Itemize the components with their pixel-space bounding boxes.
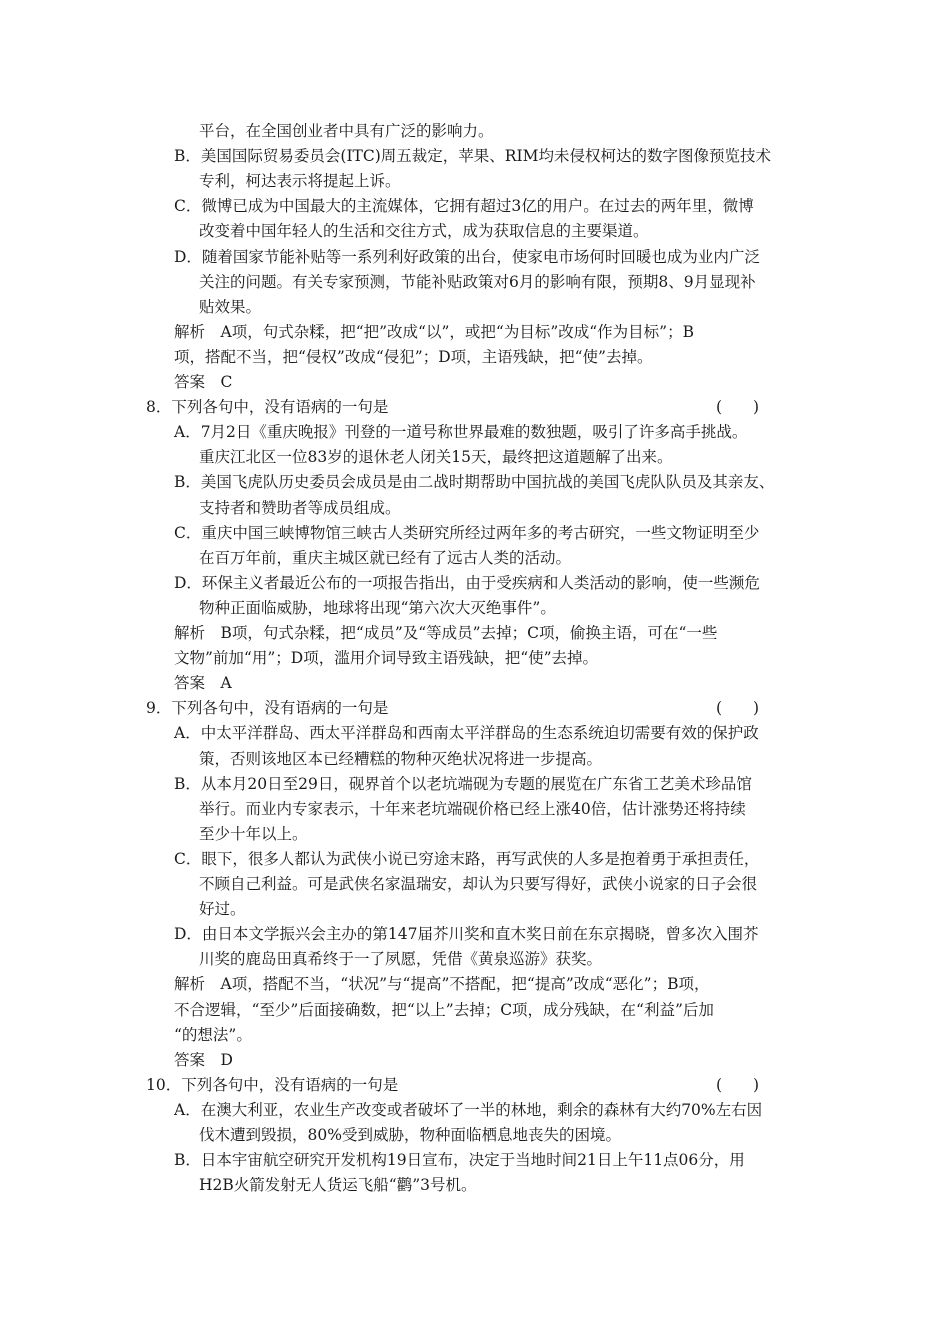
text-line: “的想法”。	[174, 1026, 252, 1044]
text-line: 好过。	[199, 900, 246, 918]
text-line: 文物”前加“用”；D项，滥用介词导致主语残缺，把“使”去掉。	[174, 649, 599, 667]
answer-blank: ( )	[716, 699, 760, 717]
text-line: 答案 C	[174, 373, 233, 391]
answer-blank: ( )	[716, 1076, 760, 1094]
text-line: 平台，在全国创业者中具有广泛的影响力。	[199, 122, 494, 140]
text-line: 项，搭配不当，把“侵权”改成“侵犯”；D项，主语残缺，把“使”去掉。	[174, 348, 653, 366]
text-line: 物种正面临威胁，地球将出现“第六次大灭绝事件”。	[199, 599, 556, 617]
text-line: B．美国国际贸易委员会(ITC)周五裁定，苹果、RIM均未侵权柯达的数字图像预览技术	[174, 147, 771, 165]
text-line: D．环保主义者最近公布的一项报告指出，由于受疾病和人类活动的影响，使一些濒危	[174, 574, 760, 592]
text-line: A．在澳大利亚，农业生产改变或者破坏了一半的林地，剩余的森林有大约70%左右因	[174, 1101, 763, 1119]
answer-blank: ( )	[716, 398, 760, 416]
text-line: B．从本月20日至29日，砚界首个以老坑端砚为专题的展览在广东省工艺美术珍品馆	[174, 775, 752, 793]
text-line: D．由日本文学振兴会主办的第147届芥川奖和直木奖日前在东京揭晓，曾多次入围芥	[174, 925, 759, 943]
text-line: C．重庆中国三峡博物馆三峡古人类研究所经过两年多的考古研究，一些文物证明至少	[174, 524, 760, 542]
question-stem: 10．下列各句中，没有语病的一句是	[146, 1076, 399, 1094]
text-line: B．日本宇宙航空研究开发机构19日宣布，决定于当地时间21日上午11点06分，用	[174, 1151, 745, 1169]
text-line: 解析 B项，句式杂糅，把“成员”及“等成员”去掉；C项，偷换主语，可在“一些	[174, 624, 718, 642]
text-line: C．眼下，很多人都认为武侠小说已穷途末路，再写武侠的人多是抱着勇于承担责任，	[174, 850, 760, 868]
question-stem: 9．下列各句中，没有语病的一句是	[146, 699, 389, 717]
text-line: 答案 A	[174, 674, 232, 692]
text-line: 支持者和赞助者等成员组成。	[199, 499, 401, 517]
text-line: 贴效果。	[199, 298, 262, 316]
text-line: 专利，柯达表示将提起上诉。	[199, 172, 401, 190]
text-line: 川奖的鹿岛田真希终于一了夙愿，凭借《黄泉巡游》获奖。	[199, 950, 603, 968]
text-line: 在百万年前，重庆主城区就已经有了远古人类的活动。	[199, 549, 572, 567]
text-line: 解析 A项，句式杂糅，把“把”改成“以”，或把“为目标”改成“作为目标”；B	[174, 323, 694, 341]
text-line: H2B火箭发射无人货运飞船“鹳”3号机。	[199, 1176, 477, 1194]
text-line: 策，否则该地区本已经糟糕的物种灭绝状况将进一步提高。	[199, 750, 603, 768]
text-line: 解析 A项，搭配不当，“状况”与“提高”不搭配，把“提高”改成“恶化”；B项，	[174, 975, 710, 993]
text-line: A．7月2日《重庆晚报》刊登的一道号称世界最难的数独题，吸引了许多高手挑战。	[174, 423, 748, 441]
text-line: 关注的问题。有关专家预测，节能补贴政策对6月的影响有限，预期8、9月显现补	[199, 273, 756, 291]
text-line: 改变着中国年轻人的生活和交往方式，成为获取信息的主要渠道。	[199, 222, 649, 240]
text-line: D．随着国家节能补贴等一系列利好政策的出台，使家电市场何时回暖也成为业内广泛	[174, 248, 760, 266]
question-stem: 8．下列各句中，没有语病的一句是	[146, 398, 389, 416]
text-line: 举行。而业内专家表示，十年来老坑端砚价格已经上涨40倍，估计涨势还将持续	[199, 800, 746, 818]
text-line: 不合逻辑，“至少”后面接确数，把“以上”去掉；C项，成分残缺，在“利益”后加	[174, 1001, 714, 1019]
text-line: 答案 D	[174, 1051, 233, 1069]
text-line: 不顾自己利益。可是武侠名家温瑞安，却认为只要写得好，武侠小说家的日子会很	[199, 875, 758, 893]
text-line: C．微博已成为中国最大的主流媒体，它拥有超过3亿的用户。在过去的两年里，微博	[174, 197, 754, 215]
text-line: 至少十年以上。	[199, 825, 308, 843]
text-line: 伐木遭到毁损，80%受到威胁，物种面临栖息地丧失的困境。	[199, 1126, 621, 1144]
text-line: 重庆江北区一位83岁的退休老人闭关15天，最终把这道题解了出来。	[199, 448, 673, 466]
text-line: B．美国飞虎队历史委员会成员是由二战时期帮助中国抗战的美国飞虎队队员及其亲友、	[174, 473, 775, 491]
text-line: A．中太平洋群岛、西太平洋群岛和西南太平洋群岛的生态系统迫切需要有效的保护政	[174, 724, 759, 742]
